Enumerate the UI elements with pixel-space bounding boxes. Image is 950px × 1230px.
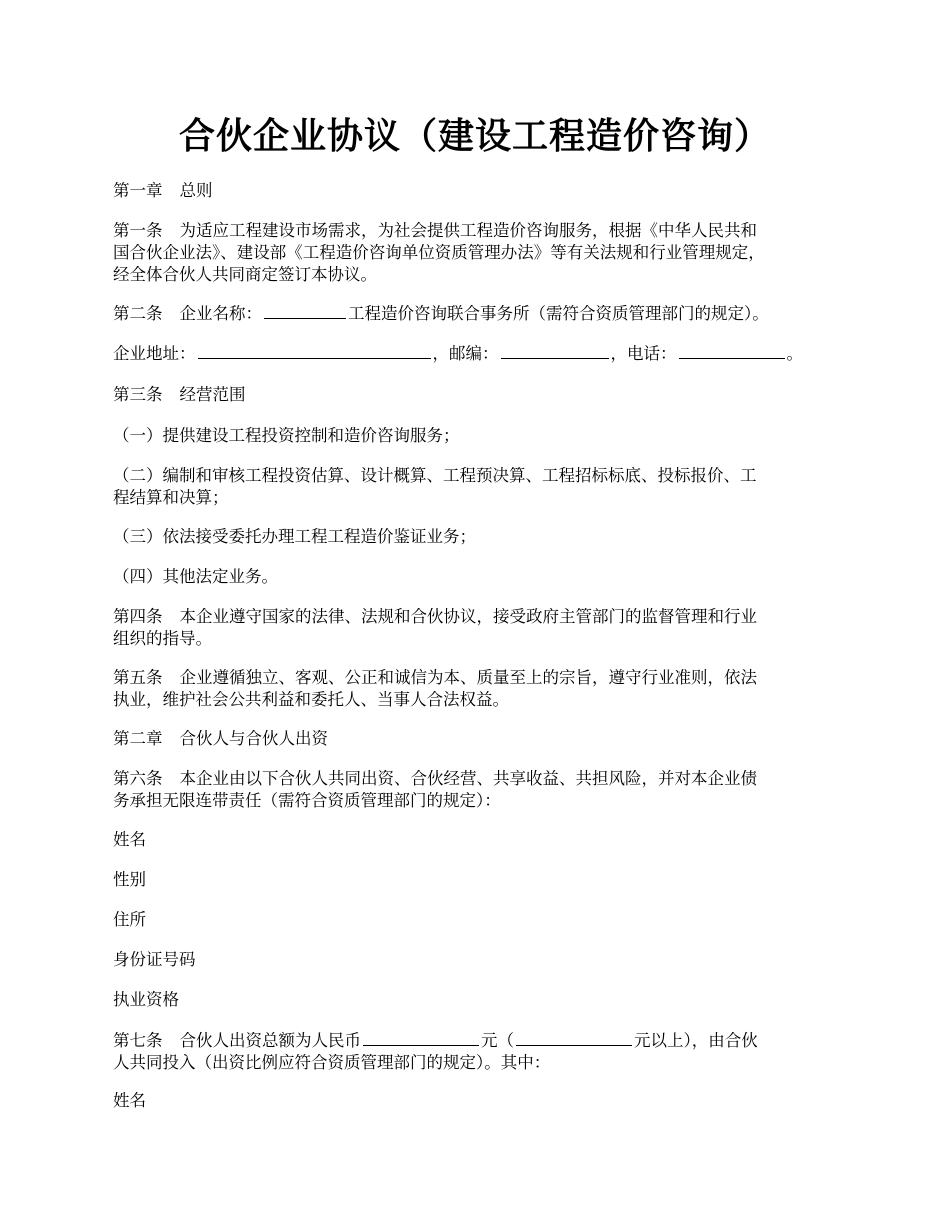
article-number: 第三条 xyxy=(113,385,163,404)
scope-item-1: （一）提供建设工程投资控制和造价咨询服务； xyxy=(113,426,460,445)
chapter-number: 第一章 xyxy=(113,181,163,200)
field-qualification: 执业资格 xyxy=(113,990,179,1009)
chapter-name: 总则 xyxy=(179,181,213,200)
field-name: 姓名 xyxy=(113,830,146,849)
chapter-2-heading xyxy=(113,728,843,750)
article-2: 第二条 企业名称： 工程造价咨询联合事务所（需符合资质管理部门的规定）。 xyxy=(113,304,769,323)
article-number: 第二条 xyxy=(113,304,163,323)
article-6: 第六条 本企业由以下合伙人共同出资、合伙经营、共享收益、共担风险，并对本企业债 务承担无限连带责任（需符合资质管理部门的规定）： xyxy=(113,769,757,810)
article-5: 第五条 企业遵循独立、客观、公正和诚信为本、质量至上的宗旨，遵守行业准则，依法 执业，维护社会公共利益和委托人、当事人合法权益。 xyxy=(113,668,757,709)
field-gender: 性别 xyxy=(113,870,146,889)
article-4: 第四条 本企业遵守国家的法律、法规和合伙协议，接受政府主管部门的监督管理和行业 组织的指导。 xyxy=(113,607,757,648)
article-1: 第一条 为适应工程建设市场需求，为社会提供工程造价咨询服务，根据《中华人民共和 国合伙企业法》、建设部《工程造价咨询单位资质管理办法》等有关法规和行业管理规定， 经全体合伙人共同商定签订本协议。 xyxy=(113,221,765,284)
scope-item-4: （四）其他法定业务。 xyxy=(113,567,278,586)
article-number: 第一条 xyxy=(113,221,163,240)
chapter-number: 第二章 xyxy=(113,729,163,748)
chapter-name: 合伙人与合伙人出资 xyxy=(179,729,328,748)
postcode-blank[interactable] xyxy=(501,342,609,359)
total-capital-blank[interactable] xyxy=(363,1029,479,1046)
article-number: 第六条 xyxy=(113,769,163,788)
scope-item-2: （二）编制和审核工程投资估算、设计概算、工程预决算、工程招标标底、投标报价、工 程结算和决算； xyxy=(113,466,757,507)
field-name-second: 姓名 xyxy=(113,1091,146,1110)
field-residence: 住所 xyxy=(113,910,146,929)
article-number: 第四条 xyxy=(113,607,163,626)
chapter-1-heading xyxy=(113,180,843,202)
minimum-capital-blank[interactable] xyxy=(516,1029,632,1046)
article-7: 第七条 合伙人出资总额为人民币 元（ 元以上），由合伙 人共同投入（出资比例应符合资质管理部门的规定）。其中： xyxy=(113,1031,758,1072)
address-blank[interactable] xyxy=(198,342,431,359)
company-name-blank[interactable] xyxy=(264,302,346,319)
article-3: 第三条 经营范围 xyxy=(113,385,246,404)
field-id-number: 身份证号码 xyxy=(113,950,196,969)
article-number: 第七条 xyxy=(113,1031,163,1050)
phone-blank[interactable] xyxy=(679,342,785,359)
document-title: 合伙企业协议（建设工程造价咨询） xyxy=(178,115,771,157)
scope-item-3: （三）依法接受委托办理工程工程造价鉴证业务； xyxy=(113,527,476,546)
article-number: 第五条 xyxy=(113,668,163,687)
address-line: 企业地址： ，邮编： ，电话： 。 xyxy=(113,344,803,363)
